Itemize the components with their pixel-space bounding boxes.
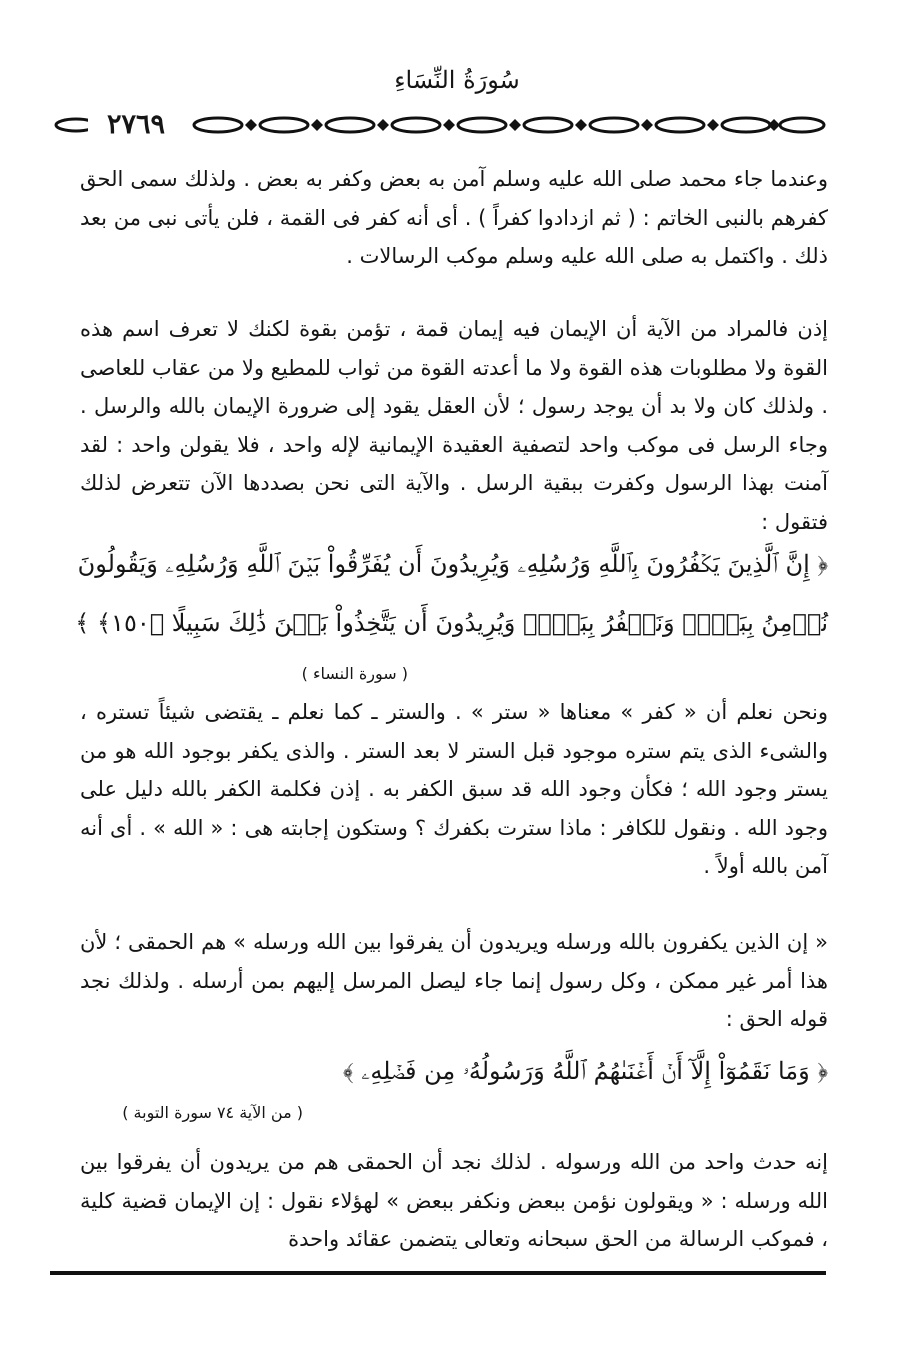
- paragraph-4: « إن الذين يكفرون بالله ورسله ويريدون أن يفرقوا بين الله ورسله » هم الحمقى ؛ لأن هذا أمر غير ممكن ، وكل رسول إنما جاء ليصل المرسل إليهم بمن أرسله . ولذلك نجد قوله الحق :: [80, 930, 828, 1031]
- bottom-rule: [50, 1271, 826, 1275]
- quran-verse-1-line-1: ﴿ إِنَّ ٱلَّذِينَ يَكۡفُرُونَ بِٱللَّهِ وَرُسُلِهِۦ وَيُرِيدُونَ أَن يُفَرِّقُواْ بَيۡنَ ٱللَّهِ وَرُسُلِهِۦ وَيَقُولُونَ: [77, 550, 828, 578]
- verse-citation-2: ( من الآية ٧٤ سورة التوبة ): [122, 1103, 303, 1122]
- paragraph-5: إنه حدث واحد من الله ورسوله . لذلك نجد أن الحمقى هم من يريدون أن يفرقوا بين الله ورسله : « ويقولون نؤمن ببعض ونكفر ببعض » لهؤلاء نقول : إن الإيمان قضية كلية ، فموكب الرسالة من الحق سبحانه وتعالى يتضمن عقائد واحدة: [80, 1150, 828, 1251]
- surah-title: سُورَةُ النِّسَاءِ: [394, 66, 520, 94]
- paragraph-3: ونحن نعلم أن « كفر » معناها « ستر » . والستر ـ كما نعلم ـ يقتضى شيئاً تستره ، والشىء الذى يتم ستره موجود قبل الستر لا بعد الستر . والذى يكفر بوجود الله هو من يستر وجود الله ؛ فكأن وجود الله قد سبق الكفر به . إذن فكلمة الكفر بالله دليل على وجود الله . ونقول للكافر : ماذا سترت بكفرك ؟ وستكون إجابته هى : « الله » . أى أنه آمن بالله أولاً .: [80, 700, 828, 878]
- quran-verse-1-line-2: نُؤۡمِنُ بِبَعۡضٖ وَنَكۡفُرُ بِبَعۡضٖ وَيُرِيدُونَ أَن يَتَّخِذُواْ بَيۡنَ ذَٰلِكَ سَبِيلًا ﴿١٥٠﴾ ﴾: [75, 609, 828, 637]
- page-number: ٢٧٦٩: [88, 108, 184, 142]
- paragraph-2: إذن فالمراد من الآية أن الإيمان فيه إيمان قمة ، تؤمن بقوة لكنك لا تعرف اسم هذه القوة ولا مطلوبات هذه القوة ولا ما أعدته القوة من ثواب للمطيع ولا من عقاب للعاصى . ولذلك كان ولا بد أن يوجد رسول ؛ لأن العقل يقود إلى ضرورة الإيمان بالله والرسل . وجاء الرسل فى موكب واحد لتصفية العقيدة الإيمانية لإله واحد ، فلا يقولن واحد : لقد آمنت بهذا الرسول وكفرت ببقية الرسل . والآية التى نحن بصددها الآن تتعرض لذلك فتقول :: [80, 317, 828, 534]
- quran-verse-2: ﴿ وَمَا نَقَمُوٓاْ إِلَّآ أَنۡ أَغۡنَىٰهُمُ ٱللَّهُ وَرَسُولُهُۥ مِن فَضۡلِهِۦ ﴾: [342, 1057, 828, 1085]
- verse-citation-1: ( سورة النساء ): [301, 664, 408, 683]
- paragraph-1: وعندما جاء محمد صلى الله عليه وسلم آمن به بعض وكفر به بعض . ولذلك سمى الحق كفرهم بالنبى الخاتم : ( ثم ازدادوا كفراً ) . أى أنه كفر فى القمة ، فلن يأتى نبى من بعد ذلك . واكتمل به صلى الله عليه وسلم موكب الرسالات .: [80, 167, 828, 268]
